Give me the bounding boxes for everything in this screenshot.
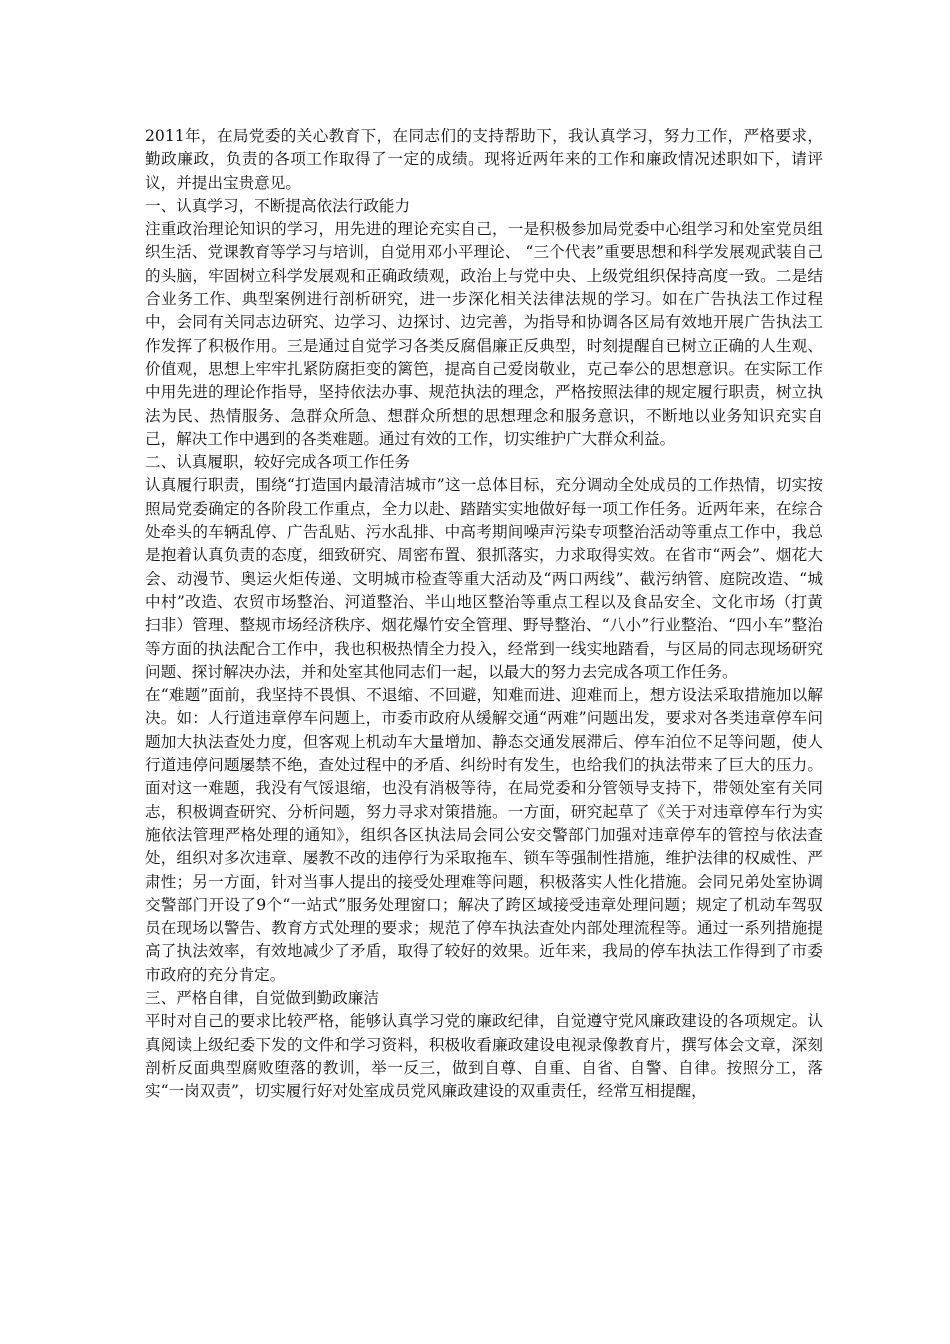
section-2-paragraph-2: 在“难题”面前，我坚持不畏惧、不退缩、不回避，知难而进、迎难而上，想方设法采取措施加以解决。如：人行道违章停车问题上，市委市政府从缓解交通“两难”问题出发，要求对各类违章停车问题加大执法查处力度，但客观上机动车大量增加、静态交通发展滞后、停车泊位不足等问题，使人行道违停问题屡禁不绝，查处过程中的矛盾、纠纷时有发生，也给我们的执法带来了巨大的压力。面对这一难题，我没有气馁退缩，也没有消极等待，在局党委和分管领导支持下，带领处室有关同志，积极调查研究、分析问题，努力寻求对策措施。一方面，研究起草了《关于对违章停车行为实施依法管理严格处理的通知》，组织各区执法局会同公安交警部门加强对违章停车的管控与依法查处，组织对多次违章、屡教不改的违停行为采取拖车、锁车等强制性措施，维护法律的权威性、严肃性；另一方面，针对当事人提出的接受处理难等问题，积极落实人性化措施。会同兄弟处室协调交警部门开设了9个“一站式”服务处理窗口；解决了跨区域接受违章处理问题；规定了机动车驾驭员在现场以警告、教育方式处理的要求；规范了停车执法查处内部处理流程等。通过一系列措施提高了执法效率，有效地减少了矛盾，取得了较好的效果。近年来，我局的停车执法工作得到了市委市政府的充分肯定。: [145, 686, 823, 984]
section-heading-2: 二、认真履职，较好完成各项工作任务: [145, 453, 411, 472]
section-heading-3: 三、严格自律，自觉做到勤政廉洁: [145, 988, 379, 1007]
document-body: [145, 125, 823, 1103]
section-1-paragraph: 注重政治理论知识的学习，用先进的理论充实自己，一是积极参加局党委中心组学习和处室党员组织生活、党课教育等学习与培训，自觉用邓小平理论、 “三个代表”重要思想和科学发展观武装自己的头脑，牢固树立科学发展观和正确政绩观，政治上与党中央、上级党组织保持高度一致。二是结合业务工作、典型案例进行剖析研究，进一步深化相关法律法规的学习。如在广告执法工作过程中，会同有关同志边研究、边学习、边探讨、边完善，为指导和协调各区局有效地开展广告执法工作发挥了积极作用。三是通过自觉学习各类反腐倡廉正反典型，时刻提醒自已树立正确的人生观、价值观，思想上牢牢扎紧防腐拒变的篱笆，提高自己爱岗敬业，克己奉公的思想意识。在实际工作中用先进的理论作指导，坚持依法办事、规范执法的理念，严格按照法律的规定履行职责，树立执法为民、热情服务、急群众所急、想群众所想的思想理念和服务意识，不断地以业务知识充实自己，解决工作中遇到的各类难题。通过有效的工作，切实维护广大群众利益。: [145, 220, 823, 448]
section-3-paragraph: 平时对自己的要求比较严格，能够认真学习党的廉政纪律，自觉遵守党风廉政建设的各项规定。认真阅读上级纪委下发的文件和学习资料，积极收看廉政建设电视录像教育片，撰写体会文章，深刻剖析反面典型腐败堕落的教训，举一反三，做到自尊、自重、自省、自警、自律。按照分工，落实“一岗双责”，切实履行好对处室成员党风廉政建设的双重责任，经常互相提醒，: [145, 1012, 823, 1101]
intro-paragraph: 2011年，在局党委的关心教育下，在同志们的支持帮助下，我认真学习，努力工作，严格要求，勤政廉政，负责的各项工作取得了一定的成绩。现将近两年来的工作和廉政情况述职如下，请评议，并提出宝贵意见。: [145, 127, 823, 192]
section-heading-1: 一、认真学习，不断提高依法行政能力: [145, 196, 411, 215]
section-2-paragraph-1: 认真履行职责，围绕“打造国内最清洁城市”这一总体目标，充分调动全处成员的工作热情，切实按照局党委确定的各阶段工作重点，全力以赴、踏踏实实地做好每一项工作任务。近两年来，在综合处牵头的车辆乱停、广告乱贴、污水乱排、中高考期间噪声污染专项整治活动等重点工作中，我总是抱着认真负责的态度，细致研究、周密布置、狠抓落实，力求取得实效。在省市“两会”、烟花大会、动漫节、奥运火炬传递、文明城市检查等重大活动及“两口两线”、截污纳管、庭院改造、“城中村”改造、农贸市场整治、河道整治、半山地区整治等重点工程以及食品安全、文化市场（打黄扫非）管理、整规市场经济秩序、烟花爆竹安全管理、野导整治、“八小”行业整治、“四小车”整治等方面的执法配合工作中，我也积极热情全力投入，经常到一线实地踏看，与区局的同志现场研究问题、探讨解决办法，并和处室其他同志们一起，以最大的努力去完成各项工作任务。: [145, 476, 823, 681]
